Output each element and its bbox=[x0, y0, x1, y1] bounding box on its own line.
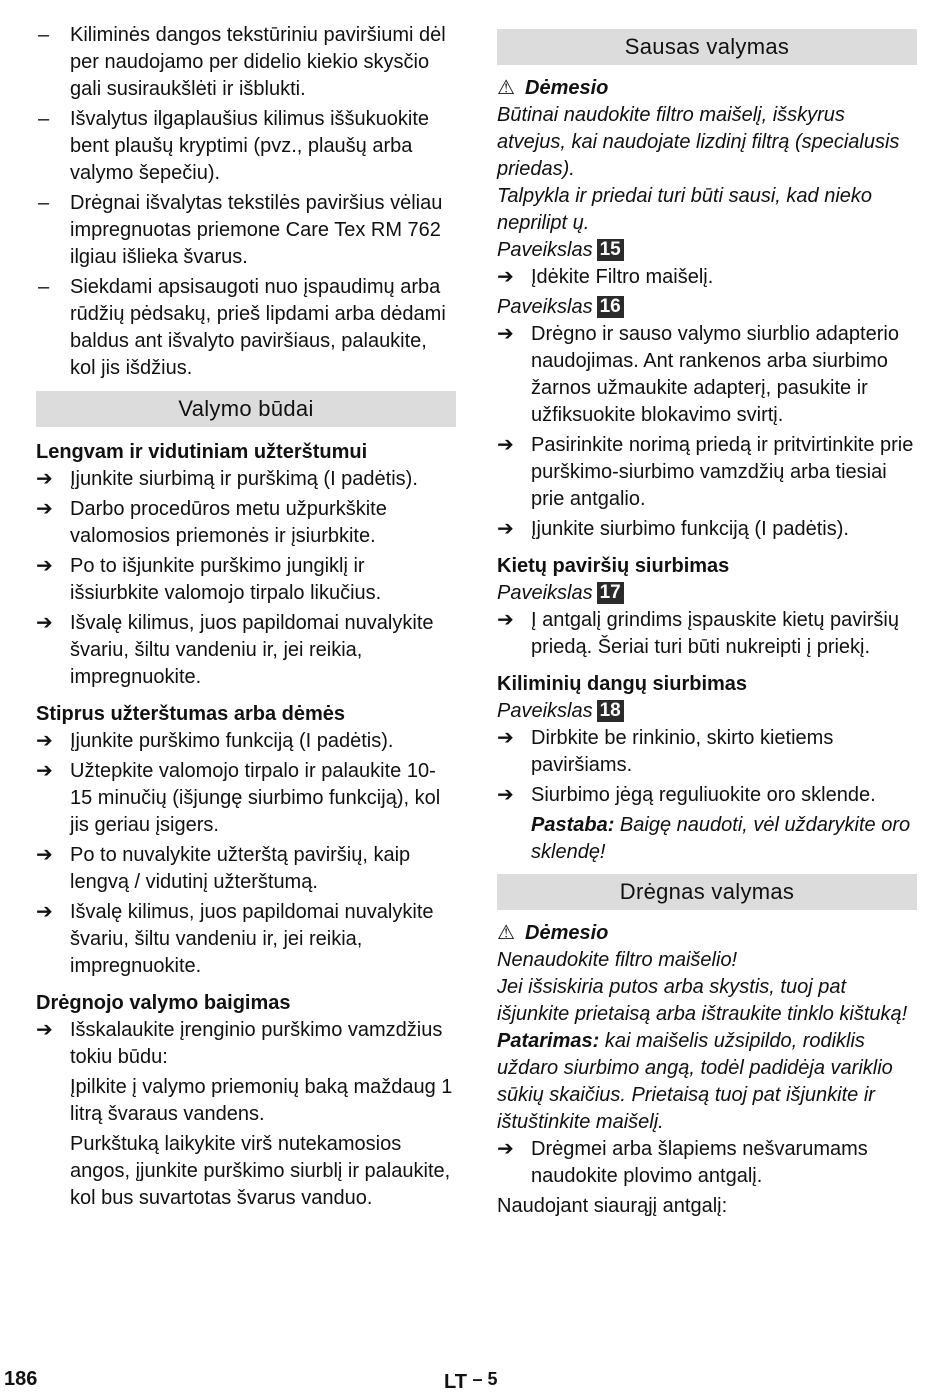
arrow-right-icon: ➔ bbox=[497, 323, 514, 345]
arrow-right-icon: ➔ bbox=[497, 266, 514, 288]
list-item: ➔ Įjunkite siurbimą ir purškimą (I padėtis). bbox=[36, 466, 456, 493]
list-item: ➔ Drėgmei arba šlapiems nešvarumams naudokite plovimo antgalį. bbox=[497, 1138, 868, 1187]
list-item: ➔ Darbo procedūros metu užpurkškite valomosios priemonės ir įsiurbkite. bbox=[36, 498, 387, 547]
list-item: ➔ Į antgalį grindims įspauskite kietų paviršių priedą. Šeriai turi būti nukreipti į priekį. bbox=[497, 609, 899, 658]
list-item: ➔ Užtepkite valomojo tirpalo ir palaukite 10-15 minučių (išjungę siurbimo funkciją), kol jis geriau įsigers. bbox=[36, 760, 441, 836]
list-item: ➔ Siurbimo jėgą reguliuokite oro sklende. bbox=[497, 782, 917, 809]
dash-bullet: – bbox=[38, 276, 50, 298]
arrow-right-icon: ➔ bbox=[497, 784, 514, 806]
warning-text: Talpykla ir priedai turi būti sausi, kad nieko neprilipt ų. bbox=[497, 185, 873, 234]
figure-number: 17 bbox=[597, 582, 624, 604]
paragraph: Purkštuką laikykite virš nutekamosios angos, įjunkite purškimo siurblį ir palaukite, kol bus suvartotas švarus vanduo. bbox=[70, 1133, 451, 1209]
list-item: – Kiliminės dangos tekstūriniu paviršiumi dėl per naudojamo per didelio kiekio skysčio gali susiraukšlėti ir išblukti. bbox=[38, 24, 446, 100]
heading-heavy-soiling: Stiprus užterštumas arba dėmės bbox=[36, 703, 345, 725]
heading-carpet-vacuuming: Kiliminių dangų siurbimas bbox=[497, 673, 748, 695]
arrow-right-icon: ➔ bbox=[36, 730, 53, 752]
heading-light-soiling: Lengvam ir vidutiniam užterštumui bbox=[36, 441, 368, 463]
arrow-right-icon: ➔ bbox=[36, 760, 53, 782]
list-item: ➔ Išvalę kilimus, juos papildomai nuvalykite švariu, šiltu vandeniu ir, jei reikia, impregnuokite. bbox=[36, 612, 434, 688]
arrow-right-icon: ➔ bbox=[497, 1138, 514, 1160]
warning-triangle-icon: ⚠ bbox=[497, 922, 515, 944]
section-title-wet-cleaning: Drėgnas valymas bbox=[497, 874, 917, 910]
arrow-right-icon: ➔ bbox=[36, 1019, 53, 1041]
list-item: – Drėgnai išvalytas tekstilės paviršius vėliau impregnuotas priemone Care Tex RM 762 ilgiau išlieka švarus. bbox=[38, 192, 443, 268]
list-item: – Siekdami apsisaugoti nuo įspaudimų arba rūdžių pėdsakų, prieš lipdami arba dėdami baldus ant išvalyto paviršiaus, palaukite, kol jis išdžius. bbox=[38, 276, 446, 379]
list-item: – Išvalytus ilgaplaušius kilimus iššukuokite bent plaušų kryptimi (pvz., plaušų arba valymo šepečiu). bbox=[38, 108, 430, 184]
arrow-right-icon: ➔ bbox=[36, 901, 53, 923]
arrow-right-icon: ➔ bbox=[497, 434, 514, 456]
arrow-right-icon: ➔ bbox=[36, 468, 53, 490]
figure-ref: Paveikslas 18 bbox=[497, 698, 917, 725]
dash-bullet: – bbox=[38, 108, 50, 130]
list-item: ➔ Įjunkite siurbimo funkciją (I padėtis). bbox=[497, 516, 917, 543]
figure-ref: Paveikslas 17 bbox=[497, 580, 917, 607]
list-item: ➔ Išskalaukite įrenginio purškimo vamzdžius tokiu būdu: bbox=[36, 1019, 443, 1068]
left-column bbox=[36, 22, 456, 1215]
list-item: ➔ Įdėkite Filtro maišelį. bbox=[497, 264, 917, 291]
warning-text: Būtinai naudokite filtro maišelį, išskyrus atvejus, kai naudojate lizdinį filtrą (specialusis priedas). bbox=[497, 104, 900, 180]
dash-bullet: – bbox=[38, 192, 50, 214]
dash-bullet: – bbox=[38, 24, 50, 46]
list-item: ➔ Po to išjunkite purškimo jungiklį ir išsiurbkite valomojo tirpalo likučius. bbox=[36, 555, 382, 604]
arrow-right-icon: ➔ bbox=[36, 612, 53, 634]
heading-finish-wet-cleaning: Drėgnojo valymo baigimas bbox=[36, 992, 291, 1014]
notice-heading: ⚠ Dėmesio bbox=[497, 75, 917, 102]
warning-text: Jei išsiskiria putos arba skystis, tuoj pat išjunkite prietaisą arba ištraukite tinklo kištuką! bbox=[497, 976, 908, 1025]
arrow-right-icon: ➔ bbox=[36, 844, 53, 866]
footer-language: LT – 5 bbox=[444, 1369, 498, 1393]
arrow-right-icon: ➔ bbox=[497, 609, 514, 631]
warning-text: Nenaudokite filtro maišelio! bbox=[497, 949, 738, 971]
paragraph: Įpilkite į valymo priemonių baką maždaug 1 litrą švaraus vandens. bbox=[70, 1076, 453, 1125]
warning-triangle-icon: ⚠ bbox=[497, 77, 515, 99]
right-column bbox=[497, 29, 917, 1220]
notice-heading: ⚠ Dėmesio bbox=[497, 920, 917, 947]
section-title-cleaning-methods: Valymo būdai bbox=[36, 391, 456, 427]
tip: Patarimas: kai maišelis užsipildo, rodiklis uždaro siurbimo angą, todėl padidėja variklio sūkių skaičius. Prietaisą tuoj pat išjunkite ir ištuštinkite maišelį. bbox=[497, 1030, 893, 1133]
arrow-right-icon: ➔ bbox=[36, 555, 53, 577]
list-item: ➔ Įjunkite purškimo funkciją (I padėtis). bbox=[36, 728, 456, 755]
arrow-right-icon: ➔ bbox=[497, 727, 514, 749]
paragraph: Naudojant siaurąjį antgalį: bbox=[497, 1195, 728, 1217]
arrow-right-icon: ➔ bbox=[497, 518, 514, 540]
list-item: ➔ Drėgno ir sauso valymo siurblio adapterio naudojimas. Ant rankenos arba siurbimo žarnos užmaukite adapterį, pasukite ir užfiksuokite blokavimo svirtį. bbox=[497, 323, 899, 426]
figure-number: 18 bbox=[597, 700, 624, 722]
section-title-dry-cleaning: Sausas valymas bbox=[497, 29, 917, 65]
arrow-right-icon: ➔ bbox=[36, 498, 53, 520]
page-number: 186 bbox=[4, 1368, 38, 1390]
heading-hard-surfaces: Kietų paviršių siurbimas bbox=[497, 555, 730, 577]
list-item: ➔ Dirbkite be rinkinio, skirto kietiems paviršiams. bbox=[497, 727, 834, 776]
figure-ref: Paveikslas 15 bbox=[497, 237, 917, 264]
intro-list bbox=[36, 22, 456, 382]
list-item: ➔ Išvalę kilimus, juos papildomai nuvalykite švariu, šiltu vandeniu ir, jei reikia, impregnuokite. bbox=[36, 901, 434, 977]
figure-number: 15 bbox=[597, 239, 624, 261]
note: Pastaba: Baigę naudoti, vėl uždarykite oro sklendę! bbox=[531, 814, 911, 863]
list-item: ➔ Pasirinkite norimą priedą ir pritvirtinkite prie purškimo-siurbimo vamzdžių arba tiesiai prie antgalio. bbox=[497, 434, 914, 510]
figure-ref: Paveikslas 16 bbox=[497, 294, 917, 321]
figure-number: 16 bbox=[597, 296, 624, 318]
list-item: ➔ Po to nuvalykite užterštą paviršių, kaip lengvą / vidutinį užterštumą. bbox=[36, 844, 411, 893]
